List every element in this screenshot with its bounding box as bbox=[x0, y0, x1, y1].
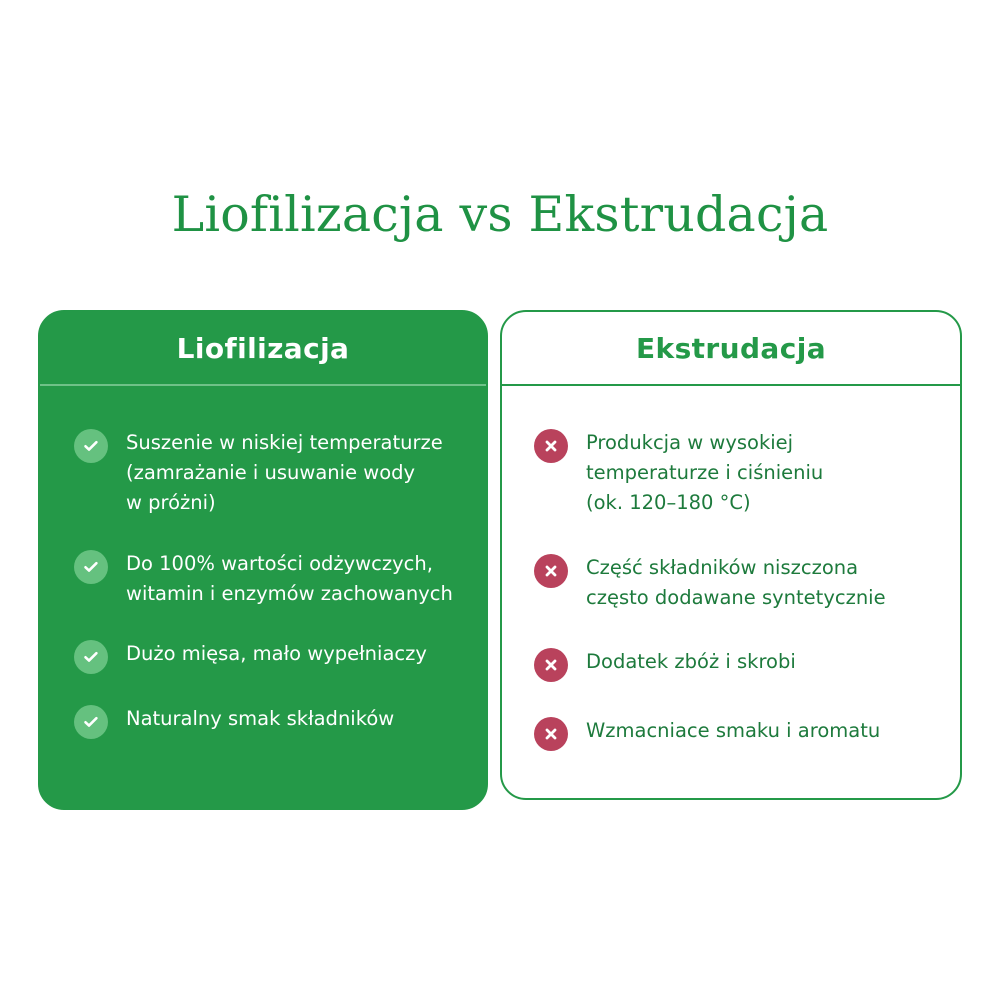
card-ekstrudacja-divider bbox=[502, 384, 960, 386]
card-liofilizacja-divider bbox=[40, 384, 486, 386]
list-item bbox=[534, 647, 936, 682]
card-liofilizacja-title: Liofilizacja bbox=[176, 331, 350, 365]
list-item-text: Produkcja w wysokiej temperaturze i ciśnieniu (ok. 120–180 °C) bbox=[586, 431, 824, 515]
card-liofilizacja bbox=[38, 310, 488, 810]
card-ekstrudacja-title: Ekstrudacja bbox=[636, 331, 826, 365]
comparison-cards bbox=[38, 310, 962, 810]
card-liofilizacja-header bbox=[40, 312, 486, 384]
card-ekstrudacja bbox=[500, 310, 962, 800]
list-item bbox=[74, 704, 456, 739]
check-icon bbox=[74, 705, 108, 739]
ekstrudacja-list bbox=[502, 384, 960, 751]
list-item bbox=[534, 716, 936, 751]
list-item bbox=[74, 639, 456, 674]
list-item-text: Dużo mięsa, mało wypełniaczy bbox=[126, 642, 427, 666]
cross-icon bbox=[534, 648, 568, 682]
liofilizacja-list bbox=[40, 384, 486, 739]
list-item-text: Naturalny smak składników bbox=[126, 707, 395, 731]
list-item bbox=[534, 553, 936, 613]
check-icon bbox=[74, 640, 108, 674]
cross-icon bbox=[534, 717, 568, 751]
list-item-text: Dodatek zbóż i skrobi bbox=[586, 650, 796, 674]
list-item-text: Suszenie w niskiej temperaturze (zamrażanie i usuwanie wody w próżni) bbox=[126, 431, 443, 515]
check-icon bbox=[74, 429, 108, 463]
page-title: Liofilizacja vs Ekstrudacja bbox=[171, 186, 829, 243]
list-item bbox=[74, 549, 456, 609]
card-ekstrudacja-header bbox=[502, 312, 960, 384]
list-item-text: Do 100% wartości odżywczych, witamin i enzymów zachowanych bbox=[126, 551, 453, 605]
list-item bbox=[74, 428, 456, 519]
cross-icon bbox=[534, 554, 568, 588]
list-item bbox=[534, 428, 936, 519]
check-icon bbox=[74, 550, 108, 584]
list-item-text: Część składników niszczona często dodawane syntetycznie bbox=[586, 555, 886, 609]
cross-icon bbox=[534, 429, 568, 463]
list-item-text: Wzmacniace smaku i aromatu bbox=[586, 719, 881, 743]
